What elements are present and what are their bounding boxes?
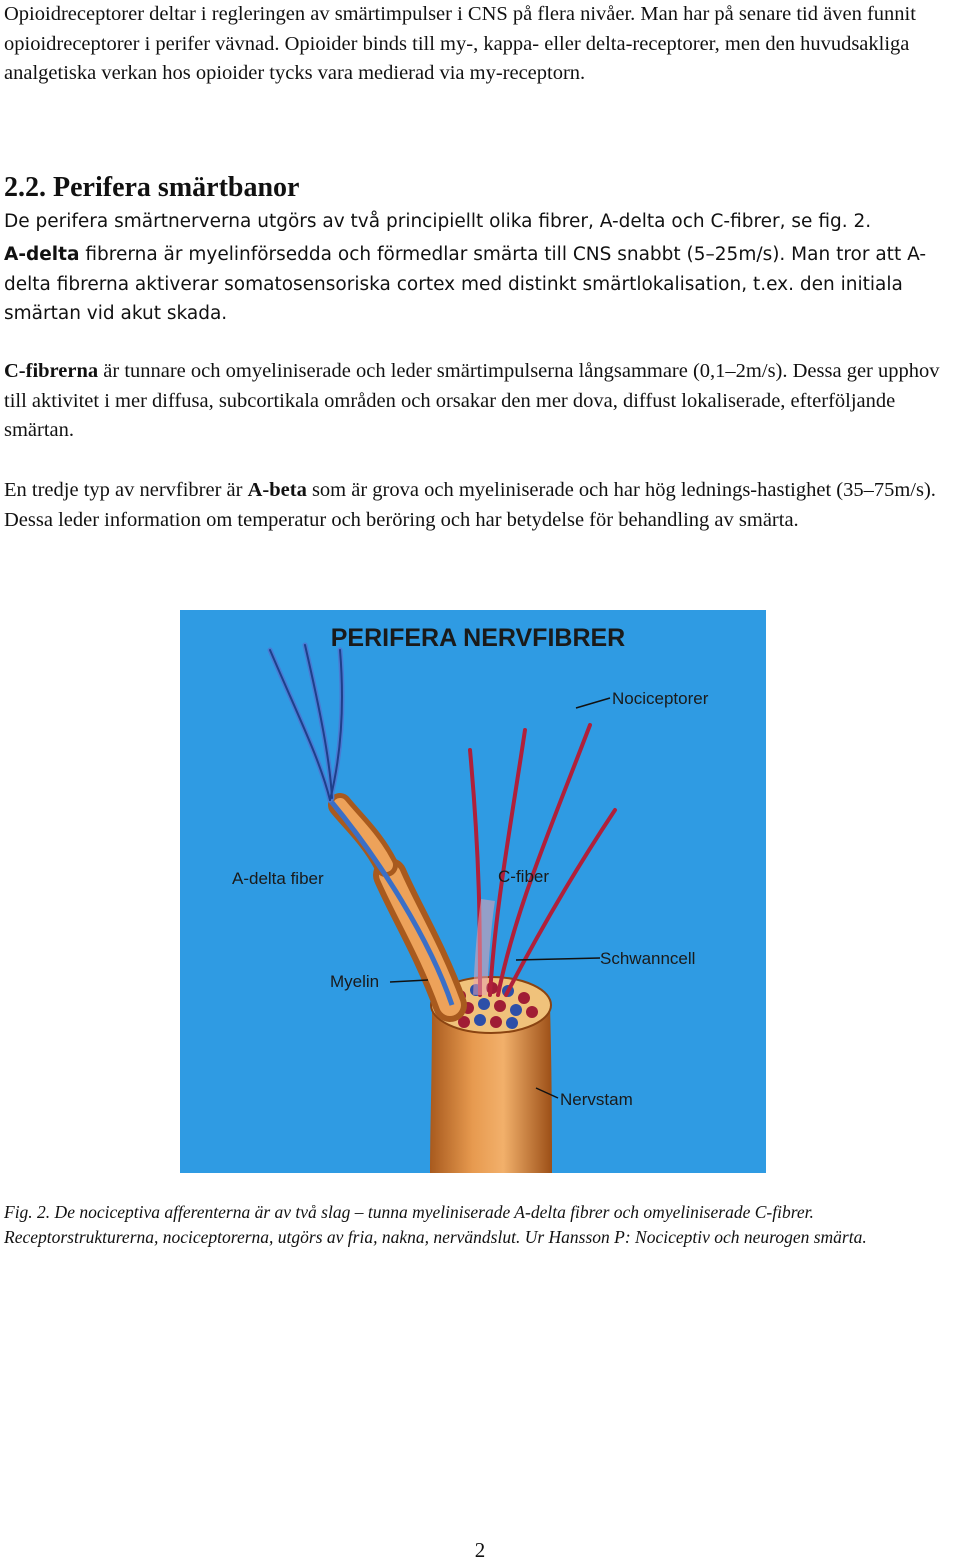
label-c-fiber: C-fiber [498,867,550,886]
term-a-beta: A-beta [247,479,307,501]
nerve-fiber-figure [180,610,766,1173]
term-c-fibrerna: C-fibrerna [4,360,99,382]
page-number: 2 [474,1538,486,1562]
figure-title: PERIFERA NERVFIBRER [330,624,626,652]
intro-paragraph: Opioidreceptorer deltar i regleringen av smärtimpulser i CNS på flera nivåer. Man har på senare tid även funnit opioidreceptorer i perifer vävnad. Opioider binds till my-, kappa- eller delta-receptorer, men den huvudsakliga analgetiska verkan hos opioider tycks vara medierad via my-receptorn. [4,3,916,84]
label-a-delta-fiber: A-delta fiber [232,869,324,888]
paragraph-a-beta-after: som är grova och myeliniserade och har hög lednings-hastighet (35–75m/s). Dessa leder information om temperatur och beröring och har betydelse för behandling av smärta. [4,479,936,531]
label-nervstam: Nervstam [560,1090,633,1109]
schwann-cell [480,900,488,995]
label-myelin: Myelin [330,972,380,991]
paragraph-fibers-intro: De perifera smärtnerverna utgörs av två principiellt olika fibrer, A-delta och C-fibrer, se fig. 2. [4,211,872,232]
paragraph-a-beta-before: En tredje typ av nervfibrer är [4,479,248,501]
paragraph-a-beta [4,476,956,535]
paragraph-a-delta-text: fibrerna är myelinförsedda och förmedlar smärta till CNS snabbt (5–25m/s). Man tror att A-delta fibrerna aktiverar somatosensoriska cortex med distinkt smärtlokalisation, t.ex. den initiala smärtan vid akut skada. [4,244,926,324]
term-a-delta: A-delta [4,244,80,265]
paragraph-a-delta [4,240,956,329]
figure-caption: Fig. 2. De nociceptiva afferenterna är av två slag – tunna myeliniserade A-delta fibrer och omyeliniserade C-fibrer. Receptorstrukturerna, nociceptorerna, utgörs av fria, nakna, nervändslut. Ur Hansson P: Nociceptiv och neurogen smärta. [4,1202,867,1247]
paragraph-c-fibers-text: är tunnare och omyeliniserade och leder smärtimpulserna långsammare (0,1–2m/s). Dessa ger upphov till aktivitet i mer diffusa, subcortikala områden och orsakar den mer dova, diffust lokaliserade, efterföljande smärtan. [4,360,940,441]
nerve-fiber-illustration [180,610,766,1173]
label-nociceptorer: Nociceptorer [612,689,709,708]
section-heading: 2.2. Perifera smärtbanor [4,172,300,203]
paragraph-c-fibers [4,357,956,446]
label-schwanncell: Schwanncell [600,949,696,968]
